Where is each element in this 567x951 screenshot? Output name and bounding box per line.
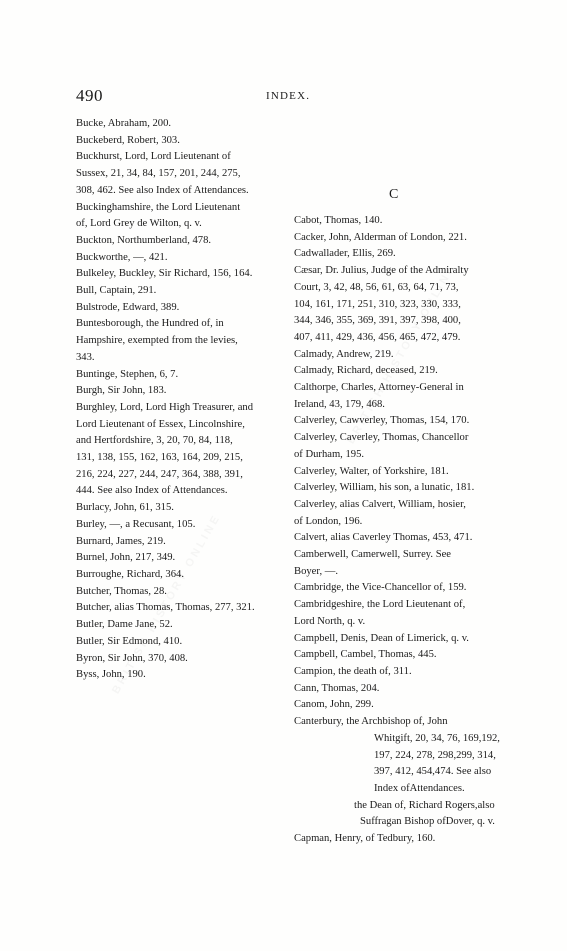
index-entry bbox=[76, 634, 279, 651]
index-entry-line: Burnard, James, 219. bbox=[76, 535, 166, 547]
index-entry-line: Calverley, William, his son, a lunatic, 181. bbox=[294, 482, 475, 494]
index-entry-line: Bulstrode, Edward, 389. bbox=[76, 301, 180, 313]
index-entry-line: Camberwell, Camerwell, Surrey. See bbox=[294, 549, 451, 561]
index-entry-line: Burghley, Lord, Lord High Treasurer, and bbox=[76, 401, 253, 413]
index-entry bbox=[294, 530, 510, 547]
index-entry bbox=[76, 383, 279, 400]
index-entry-line: Buntesborough, the Hundred of, in bbox=[76, 318, 224, 330]
index-entry-line: Calvert, alias Caverley Thomas, 453, 471. bbox=[294, 532, 473, 544]
index-entry bbox=[294, 681, 510, 698]
index-entry-line: Byron, Sir John, 370, 408. bbox=[76, 652, 188, 664]
index-entry bbox=[294, 413, 510, 430]
index-entry bbox=[294, 480, 510, 497]
index-entry-line: Cann, Thomas, 204. bbox=[294, 682, 380, 694]
index-entry bbox=[294, 213, 510, 230]
index-entry-line: Cabot, Thomas, 140. bbox=[294, 215, 383, 226]
index-entry bbox=[294, 580, 510, 597]
index-entry-line: Cambridge, the Vice-Chancellor of, 159. bbox=[294, 582, 467, 594]
index-entry-line: Burnel, John, 217, 349. bbox=[76, 552, 176, 564]
index-entry-line: Burroughe, Richard, 364. bbox=[76, 568, 184, 580]
index-entry bbox=[294, 798, 510, 831]
index-entry-line: Cambridgeshire, the Lord Lieutenant of, bbox=[294, 599, 466, 611]
index-entry bbox=[294, 647, 510, 664]
index-entry-line: Attendances. bbox=[409, 782, 465, 794]
index-entry bbox=[76, 550, 279, 567]
page-header bbox=[76, 86, 508, 106]
index-entry-line: Campbell, Cambel, Thomas, 445. bbox=[294, 649, 437, 661]
index-entry bbox=[76, 233, 279, 250]
index-entry-line: Buckinghamshire, the Lord Lieutenant bbox=[76, 201, 241, 213]
index-entry-line: Burgh, Sir John, 183. bbox=[76, 385, 167, 397]
index-entry-line: Court, 3, 42, 48, 56, 61, 63, 64, 71, 73, bbox=[294, 281, 459, 293]
index-entry bbox=[76, 400, 279, 500]
index-entry-line: Calverley, Cawverley, Thomas, 154, 170. bbox=[294, 415, 470, 427]
index-entry bbox=[76, 651, 279, 668]
index-entry-line: Capman, Henry, of Tedbury, 160. bbox=[294, 833, 436, 845]
section-letter-c: C bbox=[389, 187, 400, 202]
index-entry-line: Cæsar, Dr. Julius, Judge of the Admiralty bbox=[294, 265, 469, 277]
index-entry-line: of Durham, 195. bbox=[294, 448, 365, 460]
index-entry-line: Cadwallader, Ellis, 269. bbox=[294, 248, 396, 260]
index-entry-line: Calthorpe, Charles, Attorney-General in bbox=[294, 382, 464, 394]
index-entry bbox=[76, 534, 279, 551]
index-entry-line: Canom, John, 299. bbox=[294, 699, 374, 711]
index-entry-line: 344, 346, 355, 369, 391, 397, 398, 400, bbox=[294, 315, 461, 327]
index-entry-line: Ireland, 43, 179, 468. bbox=[294, 398, 385, 410]
index-entry bbox=[294, 697, 510, 714]
index-entry-line: Calverley, Walter, of Yorkshire, 181. bbox=[294, 465, 449, 477]
index-entry-line: Butcher, alias Thomas, Thomas, 277, 321. bbox=[76, 602, 255, 614]
index-entry bbox=[294, 347, 510, 364]
index-entry-line: Buckeberd, Robert, 303. bbox=[76, 134, 180, 146]
index-entry bbox=[76, 667, 279, 684]
index-entry bbox=[76, 567, 279, 584]
index-entry bbox=[76, 200, 279, 233]
index-entry bbox=[76, 617, 279, 634]
index-entry-line: Whitgift, 20, 34, 76, 169, bbox=[374, 732, 482, 744]
index-entry-line: 308, 462. See also Index of Attendances. bbox=[76, 184, 249, 196]
index-entry bbox=[294, 363, 510, 380]
index-entry bbox=[76, 116, 279, 133]
index-entry bbox=[294, 230, 510, 247]
index-entry bbox=[76, 133, 279, 150]
index-entry-line: Campbell, Denis, Dean of Limerick, q. v. bbox=[294, 632, 469, 644]
index-entry bbox=[76, 283, 279, 300]
index-entry-line: Campion, the death of, 311. bbox=[294, 665, 412, 677]
index-entry bbox=[76, 300, 279, 317]
index-entry bbox=[76, 600, 279, 617]
index-entry-line: 299, 314, 397, 412, 454, bbox=[374, 749, 496, 778]
index-entry-line: Buckton, Northumberland, 478. bbox=[76, 234, 212, 246]
index-entry-line: Butler, Sir Edmond, 410. bbox=[76, 635, 183, 647]
index-entry-line: Canterbury, the Archbishop of, John bbox=[294, 716, 448, 728]
index-entry-line: also Suffragan Bishop of bbox=[360, 799, 495, 828]
index-entry-line: 104, 161, 171, 251, 310, 323, 330, 333, bbox=[294, 298, 461, 310]
index-entry bbox=[294, 714, 510, 731]
index-entry-line: 192, 197, 224, 278, 298, bbox=[374, 732, 500, 761]
index-entry-line: Bull, Captain, 291. bbox=[76, 285, 157, 297]
index-entry bbox=[76, 149, 279, 199]
index-entry bbox=[76, 500, 279, 517]
index-entry-line: Lord North, q. v. bbox=[294, 615, 366, 627]
index-entry-line: Dover, q. v. bbox=[445, 816, 495, 828]
index-entry-line: Burley, —, a Recusant, 105. bbox=[76, 518, 196, 530]
index-column-left bbox=[76, 116, 279, 684]
index-entry-line: Bucke, Abraham, 200. bbox=[76, 118, 172, 129]
index-entry-line: Boyer, —. bbox=[294, 565, 339, 577]
index-entry bbox=[76, 266, 279, 283]
index-entry bbox=[294, 547, 510, 580]
index-entry bbox=[76, 517, 279, 534]
page-number: 490 bbox=[76, 86, 103, 105]
index-entry-line: Lord Lieutenant of Essex, Lincolnshire, bbox=[76, 418, 245, 430]
index-entry bbox=[294, 464, 510, 481]
index-entry-line: Butcher, Thomas, 28. bbox=[76, 585, 167, 597]
running-head: INDEX. bbox=[266, 90, 311, 102]
index-entry bbox=[294, 380, 510, 413]
index-entry bbox=[294, 831, 510, 848]
index-entry bbox=[76, 316, 279, 366]
index-entry bbox=[294, 430, 510, 463]
index-entry-line: Calverley, Caverley, Thomas, Chancellor bbox=[294, 432, 469, 444]
index-entry-line: 474. See also Index of bbox=[374, 766, 492, 794]
index-entry-line: Calmady, Richard, deceased, 219. bbox=[294, 365, 438, 377]
index-entry-line: 407, 411, 429, 436, 456, 465, 472, 479. bbox=[294, 331, 461, 343]
index-entry-line: 131, 138, 155, 162, 163, 164, 209, 215, bbox=[76, 452, 243, 464]
index-entry-line: Buckworthe, —, 421. bbox=[76, 251, 168, 263]
index-entry-line: 444. See also Index of Attendances. bbox=[76, 485, 228, 497]
index-entry-line: and Hertfordshire, 3, 20, 70, 84, 118, bbox=[76, 435, 233, 447]
index-entry-line: of London, 196. bbox=[294, 515, 363, 527]
index-entry-line: Byss, John, 190. bbox=[76, 669, 146, 681]
index-entry-line: Buckhurst, Lord, Lord Lieutenant of bbox=[76, 151, 231, 163]
index-entry bbox=[294, 263, 510, 347]
index-entry bbox=[76, 367, 279, 384]
index-entry bbox=[294, 597, 510, 630]
index-entry bbox=[294, 246, 510, 263]
index-entry bbox=[76, 250, 279, 267]
index-entry-line: of, Lord Grey de Wilton, q. v. bbox=[76, 218, 202, 230]
index-entry bbox=[294, 664, 510, 681]
index-entry-line: Sussex, 21, 34, 84, 157, 201, 244, 275, bbox=[76, 168, 241, 180]
index-entry-line: Calmady, Andrew, 219. bbox=[294, 348, 394, 360]
index-entry-line: Butler, Dame Jane, 52. bbox=[76, 619, 173, 631]
index-entry-line: 343. bbox=[76, 351, 95, 363]
index-column-right bbox=[294, 213, 510, 848]
index-entry-line: 216, 224, 227, 244, 247, 364, 388, 391, bbox=[76, 468, 243, 480]
index-entry bbox=[294, 731, 510, 798]
index-entry-line: the Dean of, Richard Rogers, bbox=[354, 799, 478, 811]
index-entry-line: Bulkeley, Buckley, Sir Richard, 156, 164. bbox=[76, 268, 253, 280]
index-entry-line: Buntinge, Stephen, 6, 7. bbox=[76, 368, 179, 380]
index-entry-line: Hampshire, exempted from the levies, bbox=[76, 335, 238, 347]
index-entry-line: Burlacy, John, 61, 315. bbox=[76, 502, 174, 514]
index-entry bbox=[294, 631, 510, 648]
index-entry bbox=[76, 584, 279, 601]
index-entry bbox=[294, 497, 510, 530]
index-entry-line: Cacker, John, Alderman of London, 221. bbox=[294, 231, 467, 243]
index-entry-line: Calverley, alias Calvert, William, hosier, bbox=[294, 498, 466, 510]
